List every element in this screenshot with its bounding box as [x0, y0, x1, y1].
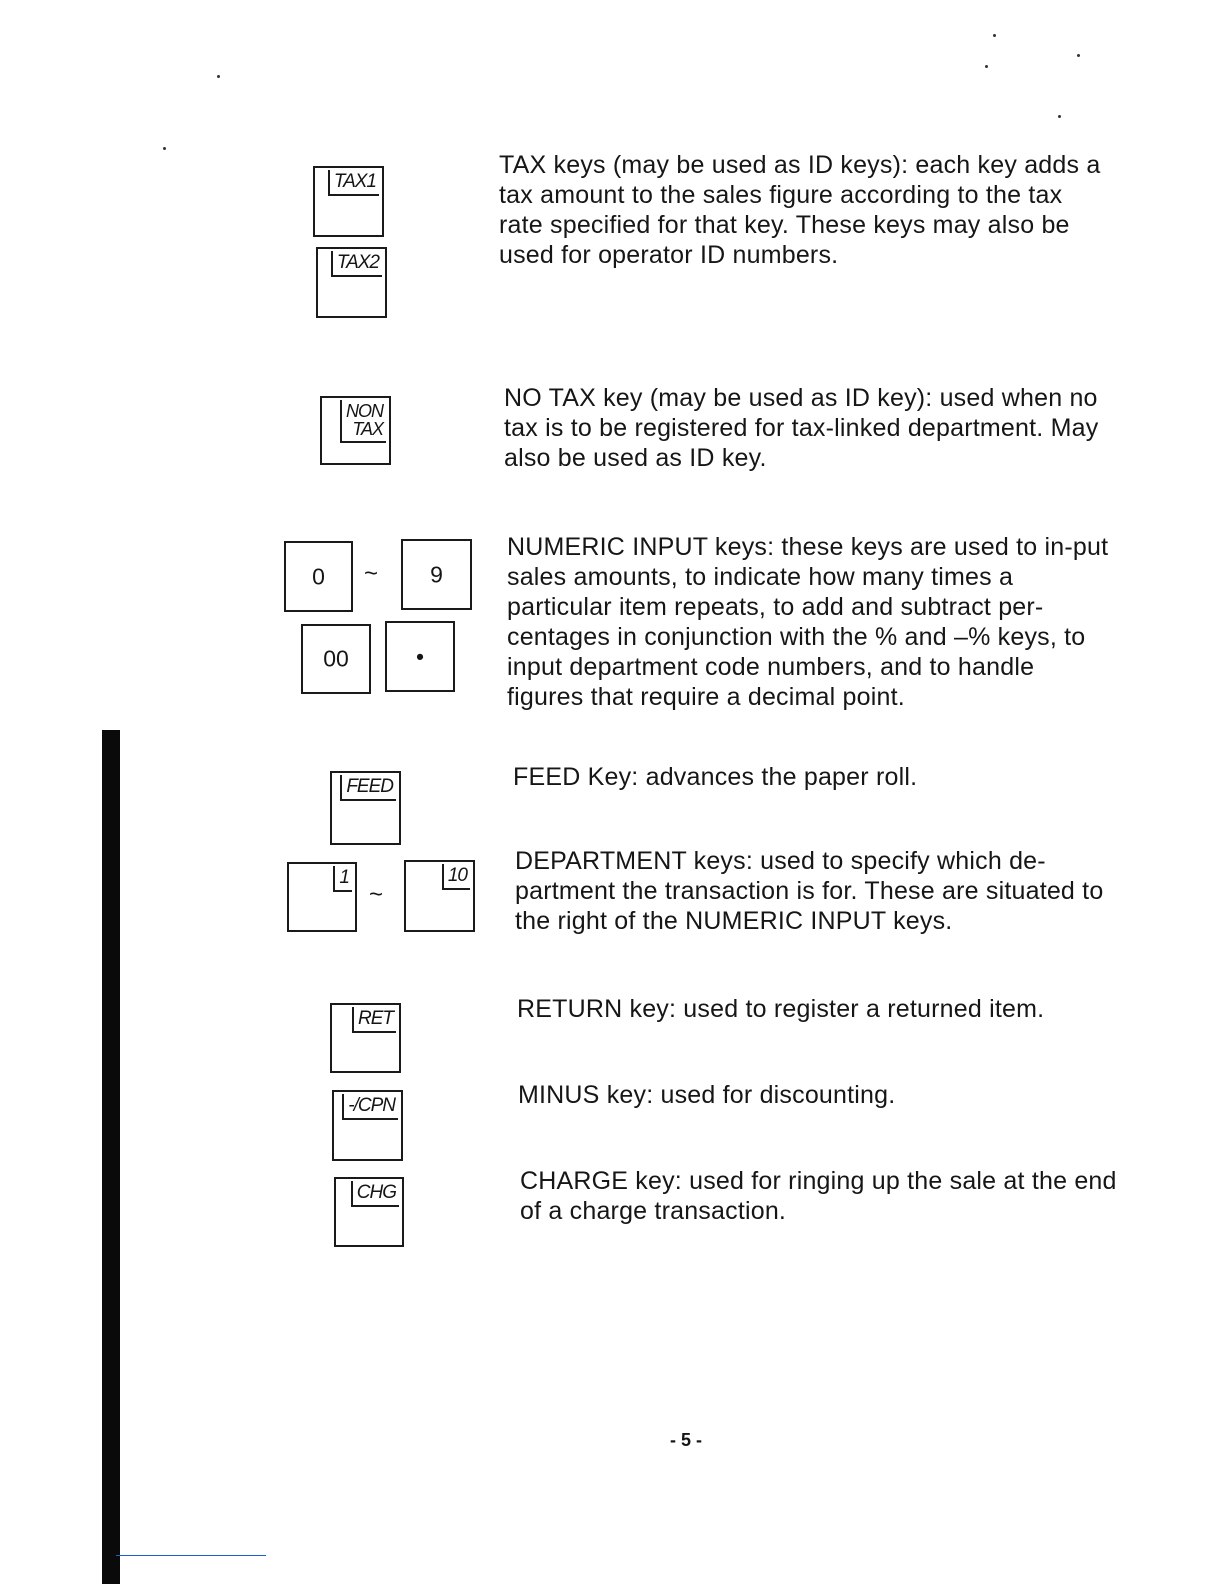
- tax-keys-description: TAX keys (may be used as ID keys): each key adds a tax amount to the sales figure according to the tax rate specified for that key. These keys may also be used for operator ID numbers.: [499, 151, 1101, 269]
- scan-speck: [217, 75, 220, 78]
- tax2-key-label: TAX2: [331, 251, 382, 277]
- feed-key-description: FEED Key: advances the paper roll.: [513, 763, 918, 791]
- numeric-key-0-label: 0: [312, 563, 325, 589]
- department-key-1: [287, 862, 357, 932]
- scan-speck: [163, 147, 166, 150]
- charge-key-description: CHARGE key: used for ringing up the sale at the end of a charge transaction.: [520, 1167, 1117, 1225]
- feed-key: [330, 771, 401, 845]
- department-key-10-label: 10: [442, 864, 470, 890]
- numeric-key-9-label: 9: [430, 561, 443, 587]
- minus-coupon-key: [332, 1090, 403, 1161]
- numeric-key-0: [284, 541, 353, 612]
- minus-key-description: MINUS key: used for discounting.: [518, 1081, 896, 1109]
- scan-edge-corner: [116, 1555, 266, 1585]
- scan-speck: [1058, 115, 1061, 118]
- scan-speck: [985, 65, 988, 68]
- nontax-key: [320, 396, 391, 465]
- nontax-key-label-line2: TAX: [352, 419, 383, 439]
- scan-speck: [1077, 54, 1080, 57]
- notax-key-description: NO TAX key (may be used as ID key): used when no tax is to be registered for tax-linked department. May also be used as ID key.: [504, 384, 1099, 472]
- return-key: [330, 1003, 401, 1073]
- department-key-1-label: 1: [333, 866, 352, 892]
- return-key-description: RETURN key: used to register a returned item.: [517, 995, 1045, 1023]
- numeric-key-00-label: 00: [323, 645, 349, 672]
- tax1-key: [313, 166, 384, 237]
- nontax-key-label-line1: NON: [346, 401, 383, 421]
- charge-key: [334, 1177, 404, 1247]
- minus-coupon-key-label: -/CPN: [342, 1094, 398, 1120]
- scan-speck: [993, 34, 996, 37]
- nontax-key-label: [340, 400, 386, 443]
- department-keys-description: DEPARTMENT keys: used to specify which de-partment the transaction is for. These are situated to the right of the NUMERIC INPUT keys.: [515, 847, 1104, 935]
- numeric-key-00: [301, 624, 371, 694]
- tax1-key-label: TAX1: [328, 170, 379, 196]
- department-range-separator: ~: [369, 881, 384, 908]
- scan-edge: [102, 730, 120, 1584]
- charge-key-label: CHG: [351, 1181, 399, 1207]
- numeric-key-9: [401, 539, 472, 610]
- department-key-10: [404, 860, 475, 932]
- numeric-range-separator: ~: [364, 560, 379, 587]
- decimal-point-key: [385, 621, 455, 692]
- numeric-keys-description: NUMERIC INPUT keys: these keys are used to in-put sales amounts, to indicate how many times a particular item repeats, to add and subtract per-centages in conjunction with the % and –% keys, to input department code numbers, and to handle figures that require a decimal point.: [507, 533, 1109, 711]
- feed-key-label: FEED: [340, 775, 396, 801]
- return-key-label: RET: [352, 1007, 396, 1033]
- decimal-point-key-label: •: [415, 643, 425, 669]
- tax2-key: [316, 247, 387, 318]
- page-number: - 5 -: [670, 1430, 703, 1450]
